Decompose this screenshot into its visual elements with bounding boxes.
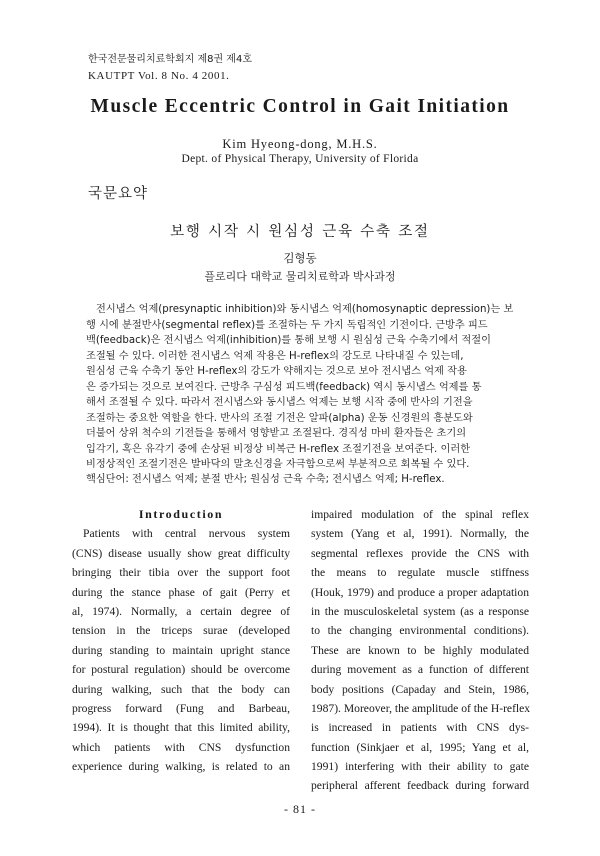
introduction-heading: Introduction xyxy=(138,507,224,521)
abstract-line: 원심성 근육 수축기 동안 H-reflex의 강도가 약해지는 것으로 보아 전시냅스 억제 작용 xyxy=(86,366,467,377)
intro-left-column xyxy=(72,505,290,776)
body-text-line: which patients with CNS dysfunction xyxy=(72,740,290,754)
body-text-line: peripheral afferent feedback during forward xyxy=(311,779,529,793)
body-text-line: during standing to maintain upright stance xyxy=(72,643,290,657)
body-text-line: progress forward (Fung and Barbeau, xyxy=(72,701,290,715)
abstract-line: 백(feedback)은 전시냅스 억제(inhibition)를 통해 보행 시 원심성 근육 수축기에서 적절이 xyxy=(86,335,491,346)
abstract-line: 입각기, 혹은 유각기 중에 손상된 비정상 비복근 H-reflex 조절기전을 보여준다. 이러한 xyxy=(86,443,471,455)
body-text-line: is increased in patients with CNS dys- xyxy=(311,721,529,735)
body-text-line: bringing their tibia over the support foot xyxy=(72,566,290,580)
body-text-line: 1994). It is thought that this limited ability, xyxy=(72,721,290,735)
body-text-line: Patients with central nervous system xyxy=(83,527,290,541)
paper-affiliation: Dept. of Physical Therapy, University of Florida xyxy=(181,153,419,165)
body-text-line: (Houk, 1979) and produce a proper adaptation xyxy=(311,585,529,599)
korean-abstract-heading: 국문요약 xyxy=(88,186,149,202)
abstract-line: 비정상적인 조절기전은 발바닥의 말초신경을 자극함으로써 부분적으로 회복될 수 있다. xyxy=(86,459,470,470)
body-text-line: in the musculoskeletal system (as a response xyxy=(311,604,529,618)
body-text-line: function (Sinkjaer et al, 1995; Yang et al, xyxy=(311,740,529,754)
body-text-line: body positions (Capaday and Stein, 1986, xyxy=(311,682,529,696)
abstract-line: 더불어 상위 척수의 기전들을 통해서 영향받고 조절된다. 경직성 마비 환자들은 초기의 xyxy=(86,428,467,439)
body-text-line: impaired modulation of the spinal reflex xyxy=(311,508,529,521)
journal-volume-info: KAUTPT Vol. 8 No. 4 2001. xyxy=(88,70,230,82)
abstract-line: 조절하는 중요한 역할을 한다. 반사의 조절 기전은 알파(alpha) 운동 신경원의 흥분도와 xyxy=(86,412,473,424)
korean-abstract xyxy=(86,302,518,473)
abstract-line: 은 증가되는 것으로 보여진다. 근방추 구심성 피드백(feedback) 역시 동시냅스 억제를 통 xyxy=(86,381,482,393)
abstract-line: 행 시에 분절반사(segmental reflex)를 조절하는 두 가지 독립적인 기전이다. 근방추 피드 xyxy=(86,319,488,331)
body-text-line: 1987). Moreover, the amplitude of the H-reflex xyxy=(311,701,531,715)
body-text-line: for postural regulation) should be overcome xyxy=(72,663,290,677)
journal-header xyxy=(88,52,252,84)
page-number: - 81 - xyxy=(284,802,316,816)
body-text-line: These are known to be highly modulated xyxy=(311,643,529,657)
body-text-line: segmental reflexes provide the CNS with xyxy=(311,546,529,560)
body-text-line: (CNS) disease usually show great difficulty xyxy=(72,546,290,560)
abstract-line: 조절될 수 있다. 이러한 전시냅스 억제 작용은 H-reflex의 강도로 나타내질 수 있는데, xyxy=(86,350,464,362)
body-text-line: during movement as a function of different xyxy=(311,663,529,677)
body-text-line: system (Yang et al, 1991). Normally, the xyxy=(311,527,529,541)
body-text-line: 1991) interfering with their ability to gate xyxy=(311,760,529,774)
abstract-line: 해서 조절될 수 있다. 따라서 전시냅스와 동시냅스 억제는 보행 시작 중에 반사의 기전을 xyxy=(86,397,473,408)
abstract-line: 전시냅스 억제(presynaptic inhibition)와 동시냅스 억제(homosynaptic depression)는 보 xyxy=(96,304,514,315)
body-text-line: experience during walking, is related to an xyxy=(72,760,290,774)
body-text-line: tension in the triceps surae (developed xyxy=(72,624,290,638)
keywords: 핵심단어: 전시냅스 억제; 분절 반사; 원심성 근육 수축; 전시냅스 억제; H-reflex. xyxy=(86,474,445,485)
body-text-line: during the stance phase of gait (Perry et xyxy=(72,585,290,599)
body-text-line: during walking, such that the body can xyxy=(72,682,290,696)
korean-author: 김형동 xyxy=(283,251,317,265)
body-text-line: al, 1974). Normally, a certain degree of xyxy=(72,604,290,618)
body-text-line: to the changing environmental conditions). xyxy=(311,624,529,638)
korean-title: 보행 시작 시 원심성 근육 수축 조절 xyxy=(170,224,430,240)
body-text-line: the means to regulate muscle stiffness xyxy=(311,566,529,580)
korean-affiliation: 플로리다 대학교 물리치료학과 박사과정 xyxy=(204,270,396,283)
intro-right-column xyxy=(311,505,529,796)
journal-name-korean: 한국전문물리치료학회지 제8권 제4호 xyxy=(88,54,252,65)
paper-title: Muscle Eccentric Control in Gait Initiation xyxy=(90,96,510,117)
paper-author: Kim Hyeong-dong, M.H.S. xyxy=(222,137,378,151)
